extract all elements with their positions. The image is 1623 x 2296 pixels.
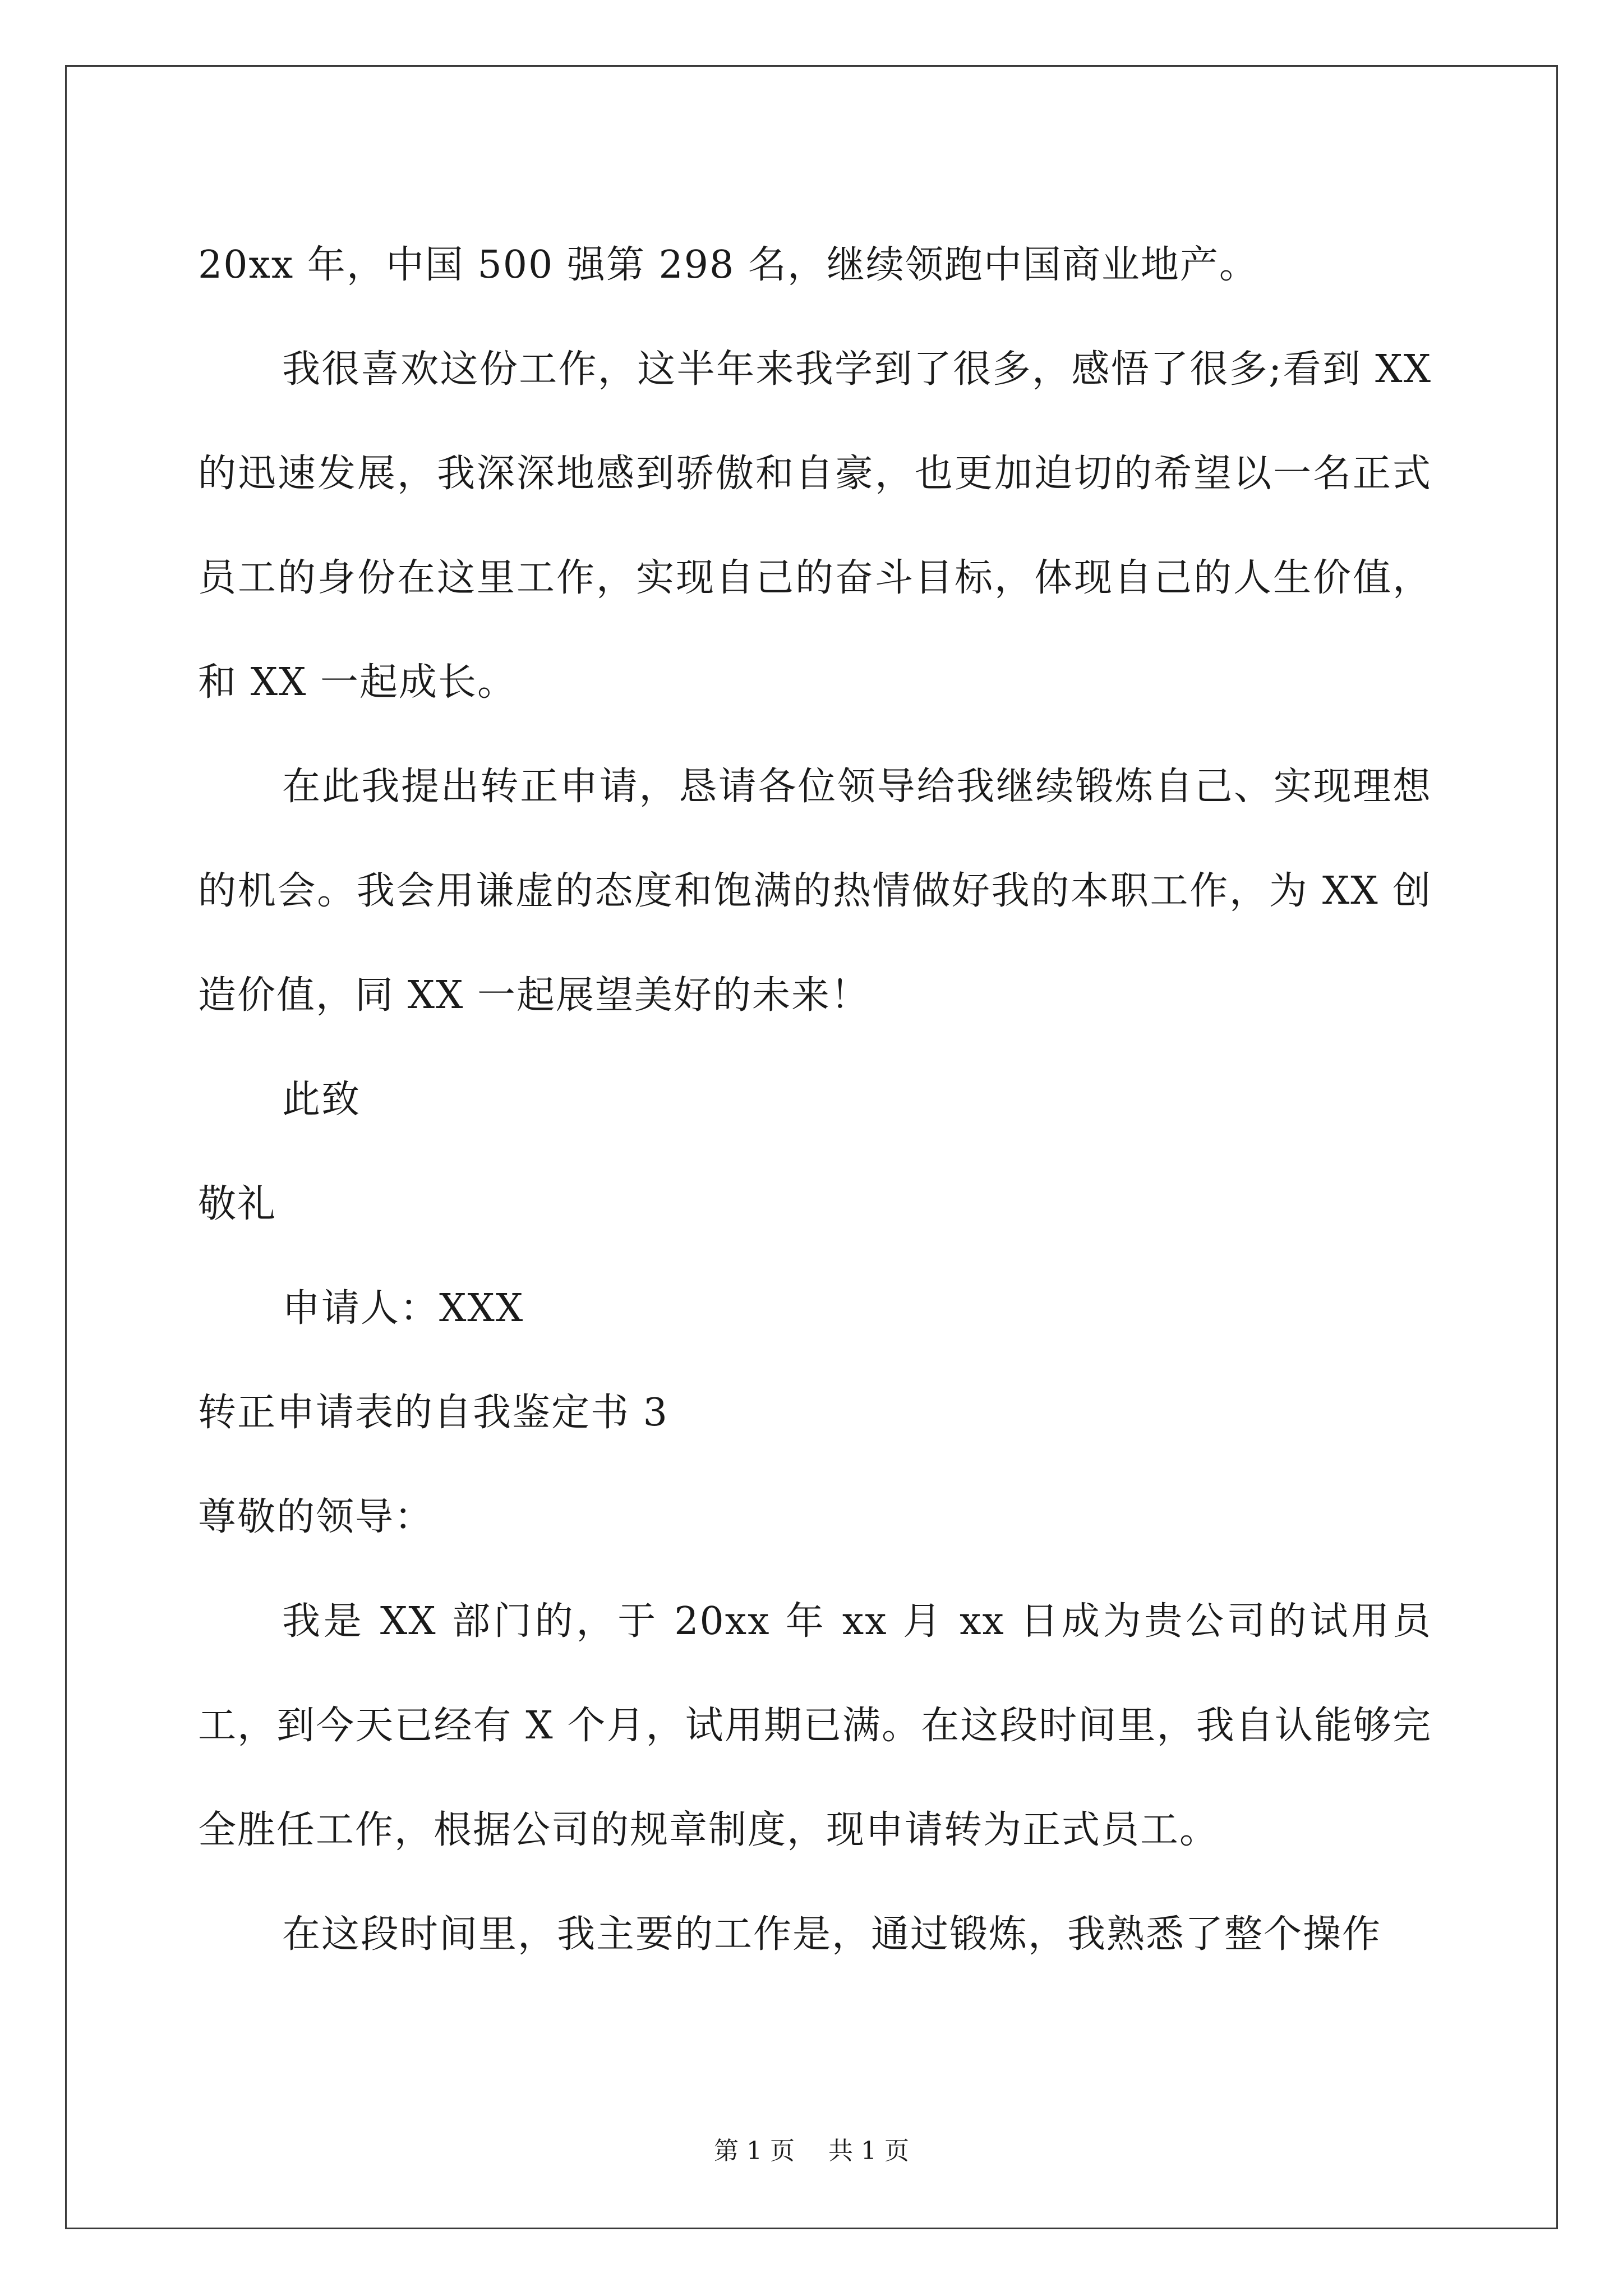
paragraph-request: 在此我提出转正申请，恳请各位领导给我继续锻炼自己、实现理想的机会。我会用谦虚的态度和饱满的热情做好我的本职工作，为 XX 创造价值，同 XX 一起展望美好的未来！ — [198, 765, 1432, 1018]
applicant-signature: 申请人：XXX — [282, 1286, 524, 1331]
closing-salutation: 此致 — [282, 1078, 361, 1122]
paragraph-intro-continuation: 20xx 年，中国 500 强第 298 名，继续领跑中国商业地产。 — [198, 243, 1258, 287]
section-heading: 转正申请表的自我鉴定书 3 — [198, 1391, 668, 1435]
paragraph-motivation: 我很喜欢这份工作，这半年来我学到了很多，感悟了很多;看到 XX 的迅速发展，我深深地感到骄傲和自豪，也更加迫切的希望以一名正式员工的身份在这里工作，实现自己的奋斗目标，体现自己的人生价值，和 XX 一起成长。 — [198, 347, 1432, 705]
page-number: 第 1 页 — [714, 2137, 795, 2165]
page-footer — [0, 2131, 1623, 2166]
closing-regards: 敬礼 — [198, 1182, 277, 1226]
letter-greeting: 尊敬的领导： — [198, 1495, 434, 1539]
paragraph-work-summary: 在这段时间里，我主要的工作是，通过锻炼，我熟悉了整个操作 — [282, 1912, 1382, 1957]
paragraph-probation: 我是 XX 部门的，于 20xx 年 xx 月 xx 日成为贵公司的试用员工，到今天已经有 X 个月，试用期已满。在这段时间里，我自认能够完全胜任工作，根据公司的规章制度，现申请转为正式员工。 — [198, 1599, 1432, 1852]
document-body — [198, 213, 1432, 1987]
page-total: 共 1 页 — [828, 2137, 909, 2165]
